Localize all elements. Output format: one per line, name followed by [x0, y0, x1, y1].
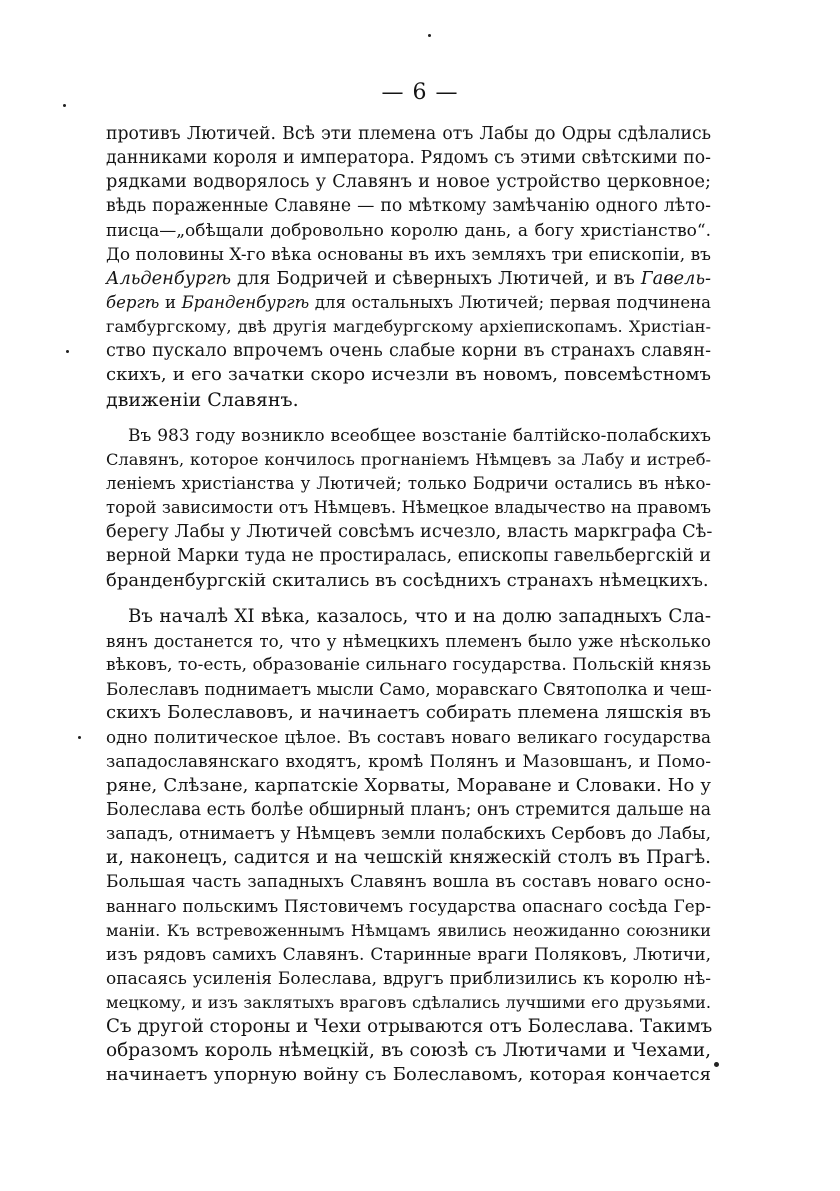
page-number: — 6 —: [381, 80, 459, 105]
text-line: гамбургскому, двѣ другія магдебургскому архіепископамъ. Христіан-: [106, 317, 711, 337]
text-line: маніи. Къ встревоженнымъ Нѣмцамъ явились неожиданно союзники: [106, 920, 711, 940]
text-line: ство пускало впрочемъ очень слабые корни въ странахъ славян-: [106, 341, 711, 362]
text-line: Большая часть западныхъ Славянъ вошла въ составъ новаго осно-: [106, 872, 711, 893]
text-line: опасаясь усиленія Болеслава, вдругъ приблизились къ королю нѣ-: [106, 968, 711, 989]
text-line: вѣдь пораженные Славяне — по мѣткому замѣчанію одного лѣто-: [106, 196, 711, 217]
text-line: образомъ король нѣмецкій, въ союзѣ съ Лютичами и Чехами,: [106, 1040, 711, 1062]
text-line: Съ другой стороны и Чехи отрываются отъ Болеслава. Такимъ: [106, 1016, 713, 1038]
scan-speck: [78, 736, 81, 739]
paragraph-1: [106, 122, 711, 412]
text-line: западославянскаго входятъ, кромѣ Полянъ и Мазовшанъ, и Помо-: [106, 751, 711, 772]
text-line: начинаетъ упорную войну съ Болеславомъ, которая кончается: [106, 1064, 711, 1086]
text-line: бергѣ и Бранденбургѣ для остальныхъ Лютичей; первая подчинена: [106, 292, 711, 312]
text-line: леніемъ христіанства у Лютичей; только Бодричи остались въ нѣко-: [106, 473, 711, 493]
text-line: ряне, Слѣзане, карпатскіе Хорваты, Мораване и Словаки. Но у: [106, 774, 711, 796]
scan-speck: [63, 104, 66, 107]
text-line: верной Марки туда не простиралась, епископы гавельбергскій и: [106, 546, 711, 567]
text-line: движеніи Славянъ.: [106, 388, 299, 411]
text-line: вѣковъ, то-есть, образованіе сильнаго государства. Польскій князь: [106, 654, 711, 675]
text-line: берегу Лабы у Лютичей совсѣмъ исчезло, власть маркграфа Сѣ-: [106, 522, 713, 543]
text-line: торой зависимости отъ Нѣмцевъ. Нѣмецкое владычество на правомъ: [106, 498, 711, 518]
scan-speck: [714, 1062, 719, 1067]
text-line: изъ рядовъ самихъ Славянъ. Старинные враги Поляковъ, Лютичи,: [106, 944, 711, 965]
text-line: скихъ Болеславовъ, и начинаетъ собирать племена ляшскія въ: [106, 702, 711, 724]
text-line: вянъ достанется то, что у нѣмецкихъ племенъ было уже нѣсколько: [106, 630, 711, 651]
text-line: скихъ, и его зачатки скоро исчезли въ новомъ, повсемѣстномъ: [106, 364, 711, 386]
text-line: До половины X-го вѣка основаны въ ихъ земляхъ три епископіи, въ: [106, 244, 711, 265]
text-line: мецкому, и изъ заклятыхъ враговъ сдѣлались лучшими его друзьями.: [106, 992, 711, 1012]
paragraph-2: [106, 424, 711, 593]
text-line: Болеславъ поднимаетъ мысли Само, моравскаго Святополка и чеш-: [106, 679, 712, 700]
text-line: ваннаго польскимъ Пястовичемъ государства опаснаго сосѣда Гер-: [106, 896, 711, 917]
text-line: данниками короля и императора. Рядомъ съ этими свѣтскими по-: [106, 148, 711, 169]
text-line: и, наконецъ, садится и на чешскій княжескій столъ въ Прагѣ.: [106, 847, 711, 869]
text-line: противъ Лютичей. Всѣ эти племена отъ Лабы до Одры сдѣлались: [106, 124, 711, 144]
text-line: Въ началѣ XI вѣка, казалось, что и на долю западныхъ Сла-: [128, 605, 711, 627]
text-line: западъ, отнимаетъ у Нѣмцевъ земли полабскихъ Сербовъ до Лабы,: [106, 823, 711, 844]
text-line: писца—„обѣщали добровольно королю дань, а богу христіанство“.: [106, 220, 711, 241]
text-line: бранденбургскій скитались въ сосѣднихъ странахъ нѣмецкихъ.: [106, 569, 709, 591]
text-line: Болеслава есть болѣе обширный планъ; онъ стремится дальше на: [106, 799, 711, 820]
text-line: одно политическое цѣлое. Въ составъ новаго великаго государства: [106, 727, 711, 748]
body-text: [106, 122, 711, 1087]
text-line: рядками водворялось у Славянъ и новое устройство церковное;: [106, 172, 711, 193]
text-line: Альденбургѣ для Бодричей и сѣверныхъ Лютичей, и въ Гавель-: [106, 268, 711, 289]
scan-speck: [428, 34, 431, 37]
scan-speck: [66, 350, 69, 353]
text-line: Славянъ, которое кончилось прогнаніемъ Нѣмцевъ за Лабу и истреб-: [106, 449, 711, 469]
text-line: Въ 983 году возникло всеобщее возстаніе балтійско-полабскихъ: [128, 425, 711, 446]
paragraph-3: [106, 605, 711, 1088]
